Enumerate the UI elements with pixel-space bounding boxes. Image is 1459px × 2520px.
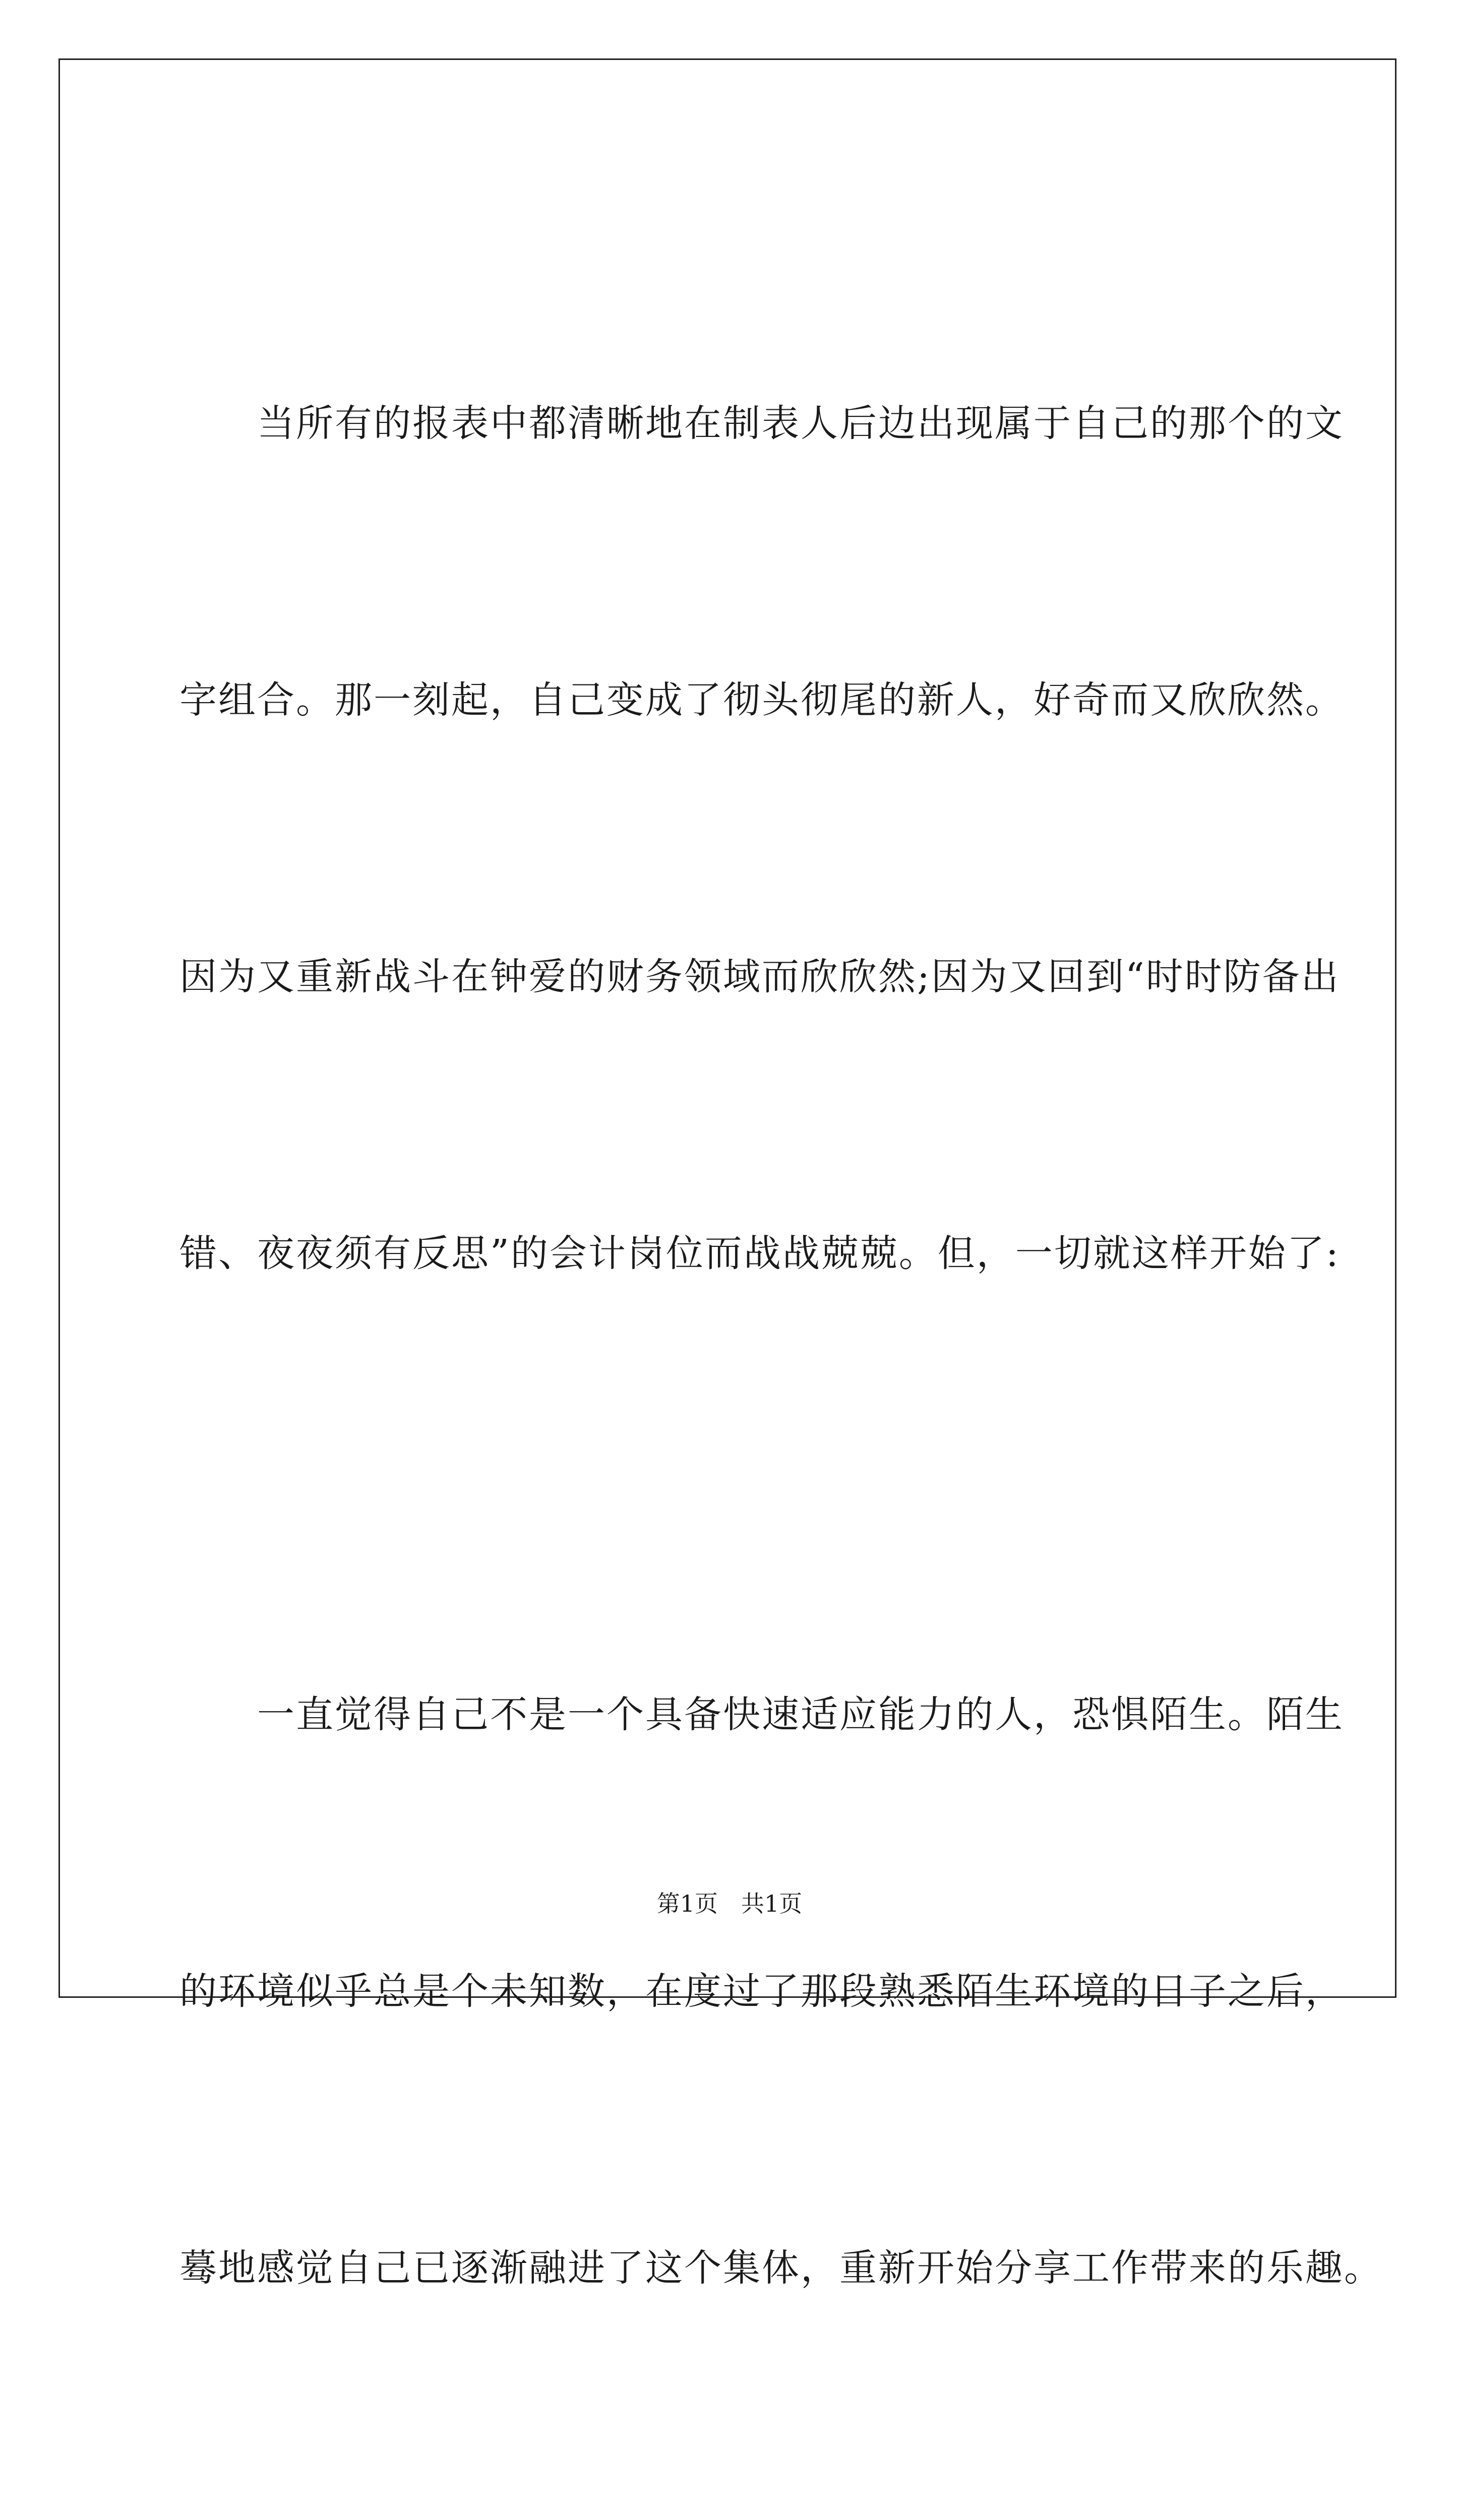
text-line: 错、夜夜须有反思”的会计岗位而战战兢兢。但，一切就这样开始了: — [179, 1232, 1340, 1275]
paragraph-1 — [179, 193, 1344, 1484]
document-body — [179, 193, 1383, 2520]
text-line: 当所有的报表中都清晰地在制表人后边出现属于自己的那个的文 — [179, 402, 1344, 445]
text-line: 字组合。那一刻起，自己变成了彻头彻尾的新人，好奇而又欣欣然。 — [179, 678, 1344, 722]
text-line: 一直觉得自己不是一个具备快速适应能力的人，恐惧陌生。陌生 — [179, 1693, 1344, 1736]
text-line: 的环境似乎总是个未知数，在度过了那段熟悉陌生环境的日子之后， — [179, 1970, 1344, 2013]
text-line: 蓦地感觉自己已逐渐融进了这个集体，重新开始分享工作带来的乐趣。 — [179, 2246, 1383, 2290]
paragraph-2 — [179, 1484, 1383, 2520]
text-line: 因为又重新战斗在钟爱的财务领域而欣欣然;因为又回到“时时防备出 — [179, 955, 1340, 998]
page-number-footer: 第1页 共1页 — [656, 1890, 803, 1917]
text-line — [179, 2499, 1284, 2520]
